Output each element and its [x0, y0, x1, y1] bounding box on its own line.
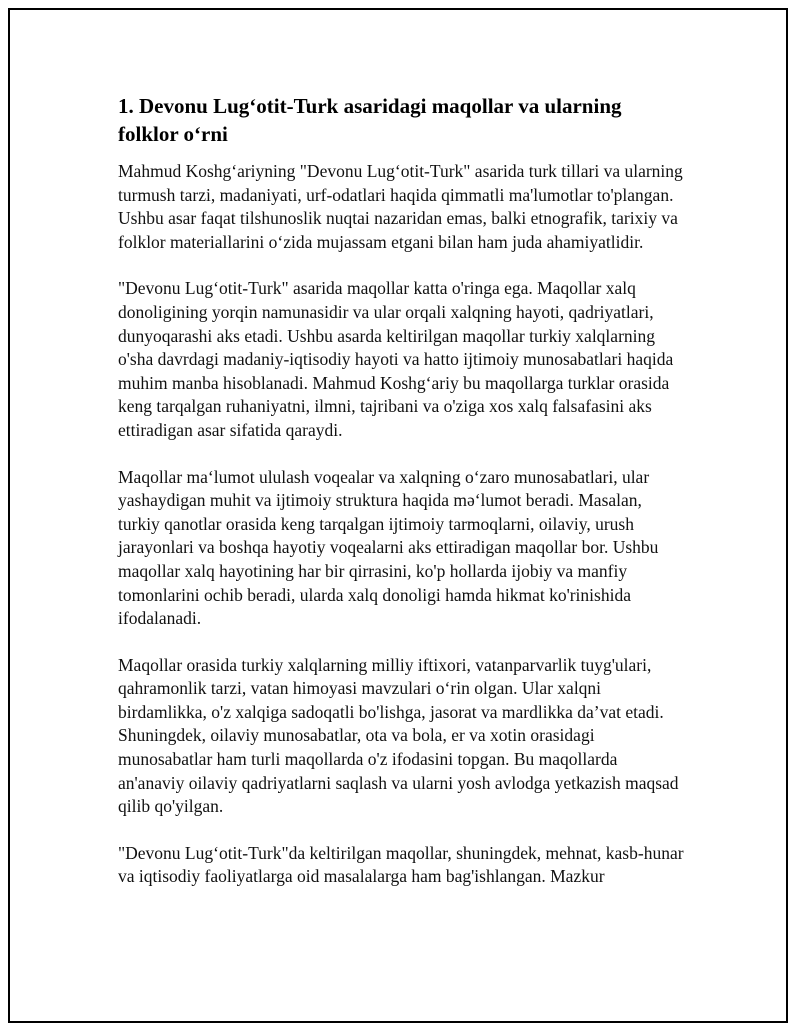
- paragraph-2: "Devonu Lug‘otit-Turk" asarida maqollar katta o'ringa ega. Maqollar xalq donoligining yorqin namunasidir va ular orqali xalqning hayoti, qadriyatlari, dunyoqarashi aks etadi. Ushbu asarda keltirilgan maqollar turkiy xalqlarning o'sha davrdagi madaniy-iqtisodiy hayoti va hatto ijtimoiy munosabatlari haqida muhim manba hisoblanadi. Mahmud Koshg‘ariy bu maqollarga turklar orasida keng tarqalgan ruhaniyatni, ilmni, tajribani va o'ziga xos xalq falsafasini aks ettiradigan asar sifatida qaraydi.: [118, 278, 674, 440]
- section-heading-line-1: 1. Devonu Lug‘otit-Turk asaridagi maqollar va ularning: [118, 94, 622, 118]
- paragraph-1: Mahmud Koshg‘ariyning "Devonu Lug‘otit-Turk" asarida turk tillari va ularning turmush tarzi, madaniyati, urf-odatlari haqida qimmatli ma'lumotlar to'plangan. Ushbu asar faqat tilshunoslik nuqtai nazaridan emas, balki etnografik, tarixiy va folklor materiallarini o‘zida mujassam etgani bilan ham juda ahamiyatlidir.: [118, 161, 683, 252]
- document-body: [118, 92, 686, 912]
- section-heading-line-2: folklor o‘rni: [118, 122, 228, 146]
- section-heading: [118, 92, 686, 148]
- paragraph-4: Maqollar orasida turkiy xalqlarning milliy iftixori, vatanparvarlik tuyg'ulari, qahramonlik tarzi, vatan himoyasi mavzulari o‘rin olgan. Ular xalqni birdamlikka, o'z xalqiga sadoqatli bo'lishga, jasorat va mardlikka da’vat etadi. Shuningdek, oilaviy munosabatlar, ota va bola, er va xotin orasidagi munosabatlar ham turli maqollarda o'z ifodasini topgan. Bu maqollarda an'anaviy oilaviy qadriyatlarni saqlash va ularni yosh avlodga yetkazish maqsad qilib qo'yilgan.: [118, 654, 679, 817]
- paragraph-3: Maqollar ma‘lumot ululash voqealar va xalqning o‘zaro munosabatlari, ular yashaydigan muhit va ijtimoiy struktura haqida mə‘lumot beradi. Masalan, turkiy qanotlar orasida keng tarqalgan ijtimoiy tarmoqlarni, oilaviy, urush jarayonlari va boshqa hayotiy voqealarni aks ettiradigan maqollar bor. Ushbu maqollar xalq hayotining har bir qirrasini, ko'p hollarda ijobiy va manfiy tomonlarini ochib beradi, ularda xalq donoligi hamda hikmat ko'rinishida ifodalanadi.: [118, 466, 659, 629]
- paragraph-5: "Devonu Lug‘otit-Turk"da keltirilgan maqollar, shuningdek, mehnat, kasb-hunar va iqtisodiy faoliyatlarga oid masalalarga ham bag'ishlangan. Mazkur: [118, 842, 684, 887]
